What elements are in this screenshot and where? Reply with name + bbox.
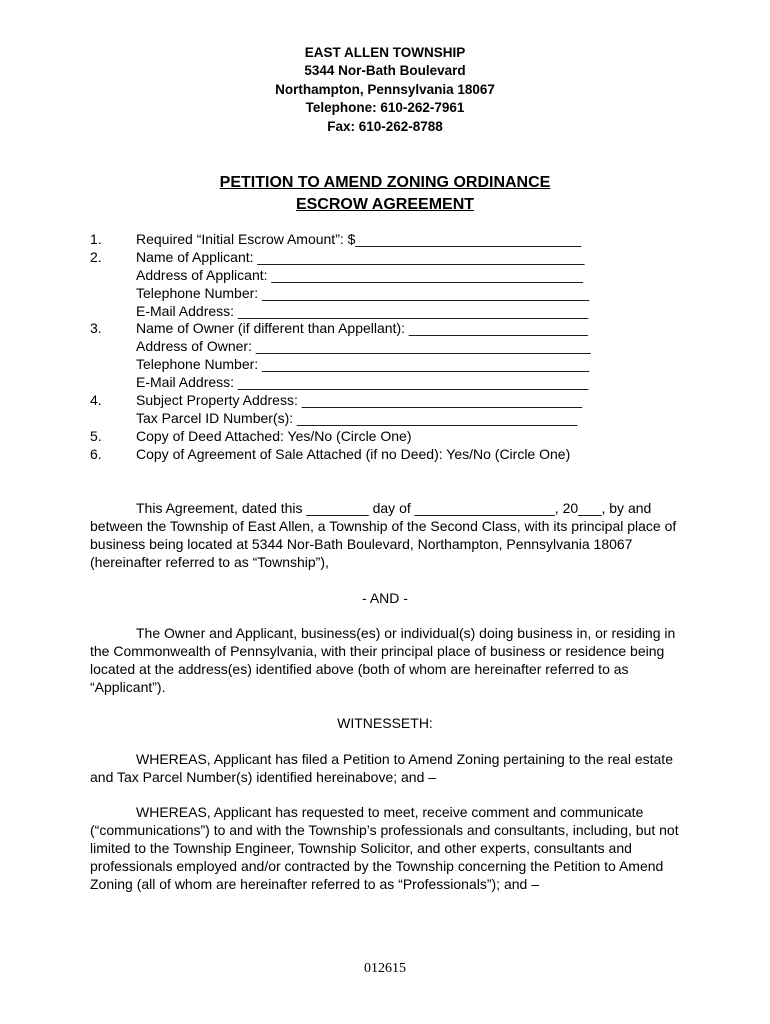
form-item-property-address	[90, 392, 680, 410]
township-fax: Fax: 610-262-8788	[327, 118, 443, 134]
item-text: E-Mail Address: _____________________________________________	[136, 374, 589, 391]
township-telephone: Telephone: 610-262-7961	[305, 100, 465, 116]
item-text: Required “Initial Escrow Amount”: $_____________________________	[136, 231, 582, 247]
form-item-agreement-of-sale	[90, 446, 680, 464]
form-items	[90, 231, 680, 464]
form-item-deed-copy	[90, 428, 680, 446]
form-item-owner-telephone	[90, 356, 680, 374]
township-header	[0, 44, 770, 136]
item-text: Subject Property Address: ____________________________________	[136, 392, 583, 409]
footer-code: 012615	[364, 961, 406, 976]
title-line-1: PETITION TO AMEND ZONING ORDINANCE	[219, 174, 551, 191]
item-number: 5.	[90, 427, 102, 444]
form-item-owner-address	[90, 338, 680, 356]
owner-paragraph: The Owner and Applicant, business(es) or individual(s) doing business in, or residing in the Commonwealth of Pennsylvania, with their principal place of business or residence being located at the address(es) identified above (both of whom are hereinafter referred to as “Applicant”).	[90, 625, 676, 696]
form-item-owner-email	[90, 374, 680, 392]
form-item-applicant-email	[90, 303, 680, 321]
witnesseth-heading: WITNESSETH:	[337, 714, 433, 731]
township-street: 5344 Nor-Bath Boulevard	[304, 63, 466, 79]
item-text: Address of Owner: ___________________________________________	[136, 338, 591, 355]
item-text: Copy of Deed Attached: Yes/No (Circle One)	[136, 427, 412, 444]
item-number: 2.	[90, 248, 102, 265]
form-item-applicant-telephone	[90, 285, 680, 303]
township-city: Northampton, Pennsylvania 18067	[275, 81, 495, 97]
agreement-body	[90, 500, 680, 912]
document-title	[0, 172, 770, 215]
form-item-applicant-address	[90, 267, 680, 285]
and-separator: - AND -	[362, 589, 408, 606]
form-item-applicant-name	[90, 249, 680, 267]
form-item-initial-escrow	[90, 231, 680, 249]
whereas-paragraph-1: WHEREAS, Applicant has filed a Petition to Amend Zoning pertaining to the real estate and Tax Parcel Number(s) identified hereinabove; and –	[90, 750, 673, 785]
form-item-tax-parcel	[90, 410, 680, 428]
item-number: 4.	[90, 392, 102, 409]
form-item-owner-name	[90, 320, 680, 338]
item-text: Copy of Agreement of Sale Attached (if no Deed): Yes/No (Circle One)	[136, 445, 571, 462]
item-text: Tax Parcel ID Number(s): ____________________________________	[136, 409, 578, 426]
title-line-2: ESCROW AGREEMENT	[295, 195, 475, 213]
item-text: E-Mail Address: _____________________________________________	[136, 302, 589, 319]
whereas-paragraph-2: WHEREAS, Applicant has requested to meet, receive comment and communicate (“communications”) to and with the Township’s professionals and consultants, including, but not limited to the Township Engineer, Township Solicitor, and other experts, consultants and professionals employed and/or contracted by the Township concerning the Petition to Amend Zoning (all of whom are hereinafter referred to as “Professionals”); and –	[90, 804, 679, 892]
item-number: 6.	[90, 445, 102, 462]
township-name: EAST ALLEN TOWNSHIP	[304, 45, 466, 60]
item-text: Telephone Number: __________________________________________	[136, 356, 590, 373]
item-text: Name of Applicant: __________________________________________	[136, 248, 585, 265]
item-text: Telephone Number: __________________________________________	[136, 284, 590, 301]
agreement-paragraph: This Agreement, dated this ________ day of __________________, 20___, by and between the Township of East Allen, a Township of the Second Class, with its principal place of business being located at 5344 Nor-Bath Boulevard, Northampton, Pennsylvania 18067 (hereinafter referred to as “Township”),	[90, 500, 677, 570]
item-text: Name of Owner (if different than Appellant): _______________________	[136, 320, 588, 337]
item-number: 1.	[90, 231, 102, 247]
item-text: Address of Applicant: ________________________________________	[136, 266, 583, 283]
item-number: 3.	[90, 320, 102, 337]
